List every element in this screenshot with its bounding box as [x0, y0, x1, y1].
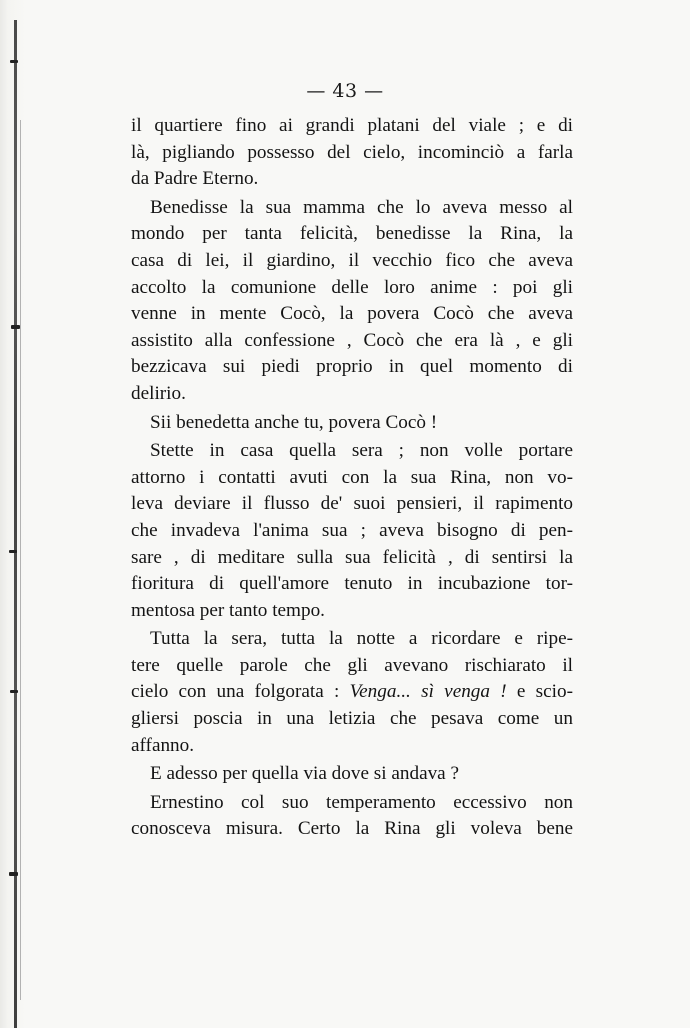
text-run: e scio-	[506, 681, 573, 703]
text-line: tere quelle parole che gli avevano rischiarato il	[131, 654, 573, 676]
text-line: mondo per tanta felicità, benedisse la Rina, la	[131, 223, 573, 245]
text-line: affanno.	[131, 734, 195, 756]
text-line-with-italic	[131, 679, 573, 706]
text-line: là, pigliando possesso del cielo, incominciò a farla	[131, 141, 573, 163]
text-line: il quartiere fino ai grandi platani del viale ; e di	[131, 115, 573, 136]
text-line: casa di lei, il giardino, il vecchio fico che aveva	[131, 249, 573, 271]
text-line: attorno i contatti avuti con la sua Rina, non vo-	[131, 466, 573, 488]
text-line: da Padre Eterno.	[131, 168, 259, 190]
binding-mark	[11, 325, 20, 329]
text-line: gliersi poscia in una letizia che pesava come un	[131, 708, 573, 730]
text-line: bezzicava sui piedi proprio in quel momento di	[131, 356, 573, 378]
text-line: che invadeva l'anima sua ; aveva bisogno di pen-	[131, 519, 573, 541]
text-line: venne in mente Cocò, la povera Cocò che aveva	[131, 303, 573, 325]
text-line: delirio.	[131, 382, 186, 404]
text-line: mentosa per tanto tempo.	[131, 599, 325, 621]
text-line: accolto la comunione delle loro anime : poi gli	[131, 276, 573, 298]
binding-spine-thin-line	[20, 120, 21, 1000]
binding-mark	[9, 872, 18, 876]
text-line: Sii benedetta anche tu, povera Cocò !	[150, 411, 438, 433]
text-line: leva deviare il flusso de' suoi pensieri, il rapimento	[131, 493, 573, 515]
page-number: — 43 —	[306, 80, 384, 102]
text-line: assistito alla confessione , Cocò che era là , e gli	[131, 329, 573, 351]
text-line: sare , di meditare sulla sua felicità , di sentirsi la	[131, 546, 573, 568]
binding-spine-line	[14, 20, 17, 1028]
text-line: Benedisse la sua mamma che lo aveva messo al	[150, 196, 573, 218]
text-line: conosceva misura. Certo la Rina gli voleva bene	[131, 818, 573, 840]
body-text	[131, 113, 573, 843]
text-line: fioritura di quell'amore tenuto in incubazione tor-	[131, 573, 573, 595]
text-line: Ernestino col suo temperamento eccessivo non	[150, 791, 573, 813]
binding-mark	[9, 550, 17, 553]
text-line: Stette in casa quella sera ; non volle portare	[150, 440, 573, 462]
binding-mark	[10, 690, 18, 693]
italic-quote: Venga... sì venga !	[349, 681, 507, 703]
text-run: cielo con una folgorata :	[131, 681, 350, 703]
text-line: E adesso per quella via dove si andava ?	[150, 763, 460, 785]
text-line: Tutta la sera, tutta la notte a ricordare e ripe-	[150, 628, 573, 650]
binding-mark	[10, 60, 18, 63]
